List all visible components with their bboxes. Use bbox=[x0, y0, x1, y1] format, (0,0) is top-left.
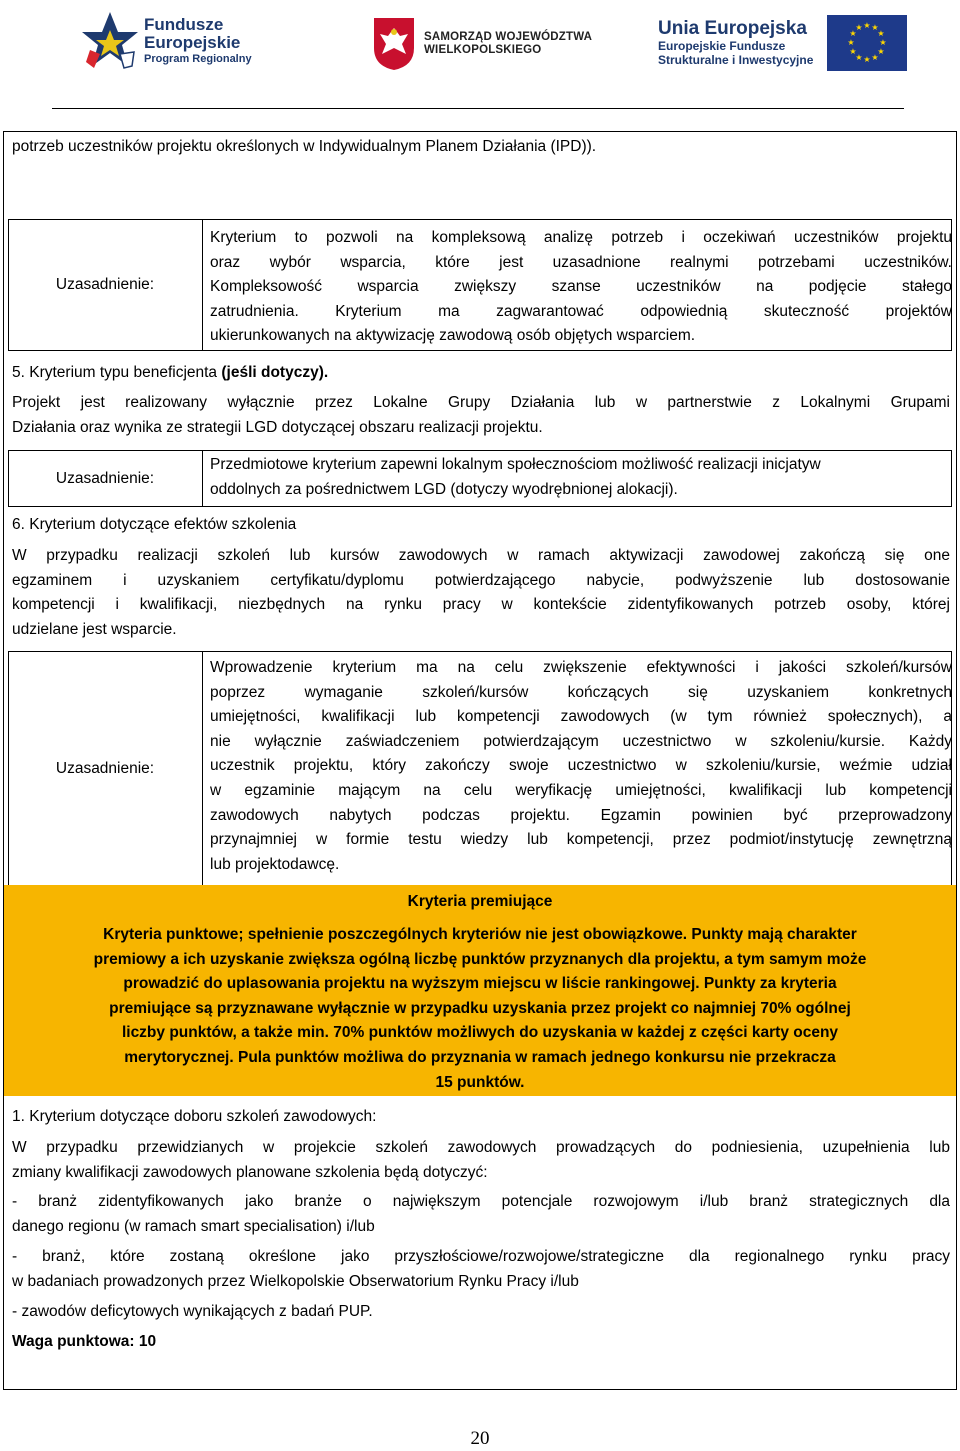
row1-line: ukierunkowanych na aktywizację zawodową osób objętych wsparciem. bbox=[210, 327, 696, 345]
svg-text:★: ★ bbox=[849, 29, 857, 38]
section5-heading bbox=[12, 361, 912, 386]
criterion1-bullet3: - zawodów deficytowych wynikających z badań PUP. bbox=[12, 1303, 373, 1320]
criterion1-para1-line: W przypadku przewidzianych w projekcie szkoleń zawodowych prowadzących do podniesienia, uzupełnienia lub bbox=[12, 1139, 950, 1156]
row1-line: oraz wybór wsparcia, które jest uzasadnione realnymi potrzebami uczestników. bbox=[210, 253, 952, 271]
criterion1-bullet1-line: - branż zidentyfikowanych jako branże o największym potencjale rozwojowym i/lub branż strategicznych dla bbox=[12, 1193, 950, 1210]
row3-line: poprzez wymaganie szkoleń/kursów kończących się uzyskaniem konkretnych bbox=[210, 683, 952, 701]
svg-text:★: ★ bbox=[855, 53, 863, 62]
premium-line: prowadzić do uplasowania projektu na wyższym miejscu w liście rankingowej. Punkty za kryteria bbox=[123, 975, 837, 993]
svg-text:★: ★ bbox=[879, 38, 887, 47]
premium-line: liczby punktów, a także min. 70% punktów możliwych do uzyskania w każdej z części karty oceny bbox=[121, 1024, 839, 1042]
criterion1-bullet1-line: danego regionu (w ramach smart specialisation) i/lub bbox=[12, 1217, 375, 1235]
row3-line: w egzaminie mającym na celu weryfikację umiejętności, kwalifikacji lub kompetencji bbox=[210, 781, 952, 799]
section5-text bbox=[12, 391, 950, 440]
criterion1-bullet2-line: w badaniach prowadzonych przez Wielkopolskie Obserwatorium Rynku Pracy i/lub bbox=[12, 1272, 579, 1290]
unia-europejska-logo bbox=[658, 12, 907, 74]
section6-line: W przypadku realizacji szkoleń lub kursów zawodowych w ramach aktywizacji zawodowej zakończą się one bbox=[12, 547, 950, 564]
row3-line: nie wyłącznie zaświadczeniem potwierdzającym uczestnictwo w szkoleniu/kursie. Każdy bbox=[210, 732, 952, 750]
svg-text:★: ★ bbox=[855, 23, 863, 32]
section5-line: Projekt jest realizowany wyłącznie przez Lokalne Grupy Działania lub w partnerstwie z Lokalnymi Grupami bbox=[12, 394, 950, 411]
premium-line: 15 punktów. bbox=[435, 1073, 525, 1091]
row2-line: oddolnych za pośrednictwem LGD (dotyczy wyodrębnionej alokacji). bbox=[210, 480, 678, 498]
row3-line: Wprowadzenie kryterium ma na celu zwiększenie efektywności i jakości szkoleń/kursów bbox=[210, 659, 952, 676]
row3-line: przynajmniej w formie testu wiedzy lub kompetencji, przez podmiot/instytucję zewnętrzną bbox=[210, 831, 952, 849]
premium-line: Kryteria punktowe; spełnienie poszczególnych kryteriów nie jest obowiązkowe. Punkty mają charakter bbox=[103, 926, 857, 943]
row3-divider bbox=[202, 651, 203, 886]
eagle-crest-icon bbox=[372, 16, 416, 72]
section6-line: kompetencji i kwalifikacji, niezbędnych na rynku pracy w kontekście zidentyfikowanych potrzeb osoby, której bbox=[12, 596, 950, 614]
fe-logo-line2: Europejskie bbox=[144, 33, 241, 53]
row2-label: Uzasadnienie: bbox=[55, 469, 155, 487]
section6-text bbox=[12, 544, 950, 642]
samorzad-wojewodztwa-logo bbox=[372, 14, 592, 74]
criteria-table bbox=[3, 131, 957, 1390]
row3-line: umiejętności, kwalifikacji lub kompetencji zawodowych (w tym również społecznych), a bbox=[210, 708, 952, 726]
sw-logo-line1: SAMORZĄD WOJEWÓDZTWA bbox=[424, 30, 593, 43]
svg-text:★: ★ bbox=[863, 21, 871, 30]
section5-line: Działania oraz wynika ze strategii LGD dotyczącej obszaru realizacji projektu. bbox=[12, 418, 543, 436]
row2-bottom-border bbox=[8, 506, 952, 507]
page-number: 20 bbox=[470, 1428, 490, 1449]
premium-line: premiujące są przyznawane wyłącznie w przypadku uzyskania przez projekt co najmniej 70% ogólnej bbox=[109, 999, 851, 1017]
premium-body bbox=[14, 923, 946, 1095]
row1-label: Uzasadnienie: bbox=[55, 276, 155, 293]
row3-line: lub projektodawcę. bbox=[210, 855, 340, 873]
ue-logo-line1: Unia Europejska bbox=[658, 18, 807, 40]
fe-logo-line1: Fundusze bbox=[144, 15, 224, 35]
premium-line: merytorycznej. Pula punktów możliwa do przyznania w ramach jednego konkursu nie przekracza bbox=[124, 1048, 836, 1066]
section6-heading: 6. Kryterium dotyczące efektów szkolenia bbox=[12, 516, 297, 533]
row2-line: Przedmiotowe kryterium zapewni lokalnym społecznościom możliwość realizacji inicjatyw bbox=[210, 456, 821, 473]
section5-heading-bold: (jeśli dotyczy). bbox=[221, 364, 329, 381]
row3-line: zawodowych nabytych podczas projektu. Egzamin powinien być przeprowadzony bbox=[210, 806, 952, 824]
eu-flag-icon bbox=[827, 15, 907, 71]
svg-text:★: ★ bbox=[847, 38, 855, 47]
criterion1-bullet2 bbox=[12, 1245, 950, 1294]
row1-text bbox=[210, 226, 952, 349]
row1-bottom-border bbox=[8, 350, 952, 351]
svg-text:★: ★ bbox=[871, 23, 879, 32]
row1-line: zatrudnienia. Kryterium ma zagwarantować odpowiednią skuteczność projektów bbox=[210, 302, 952, 320]
svg-text:★: ★ bbox=[863, 55, 871, 64]
svg-text:★: ★ bbox=[849, 47, 857, 56]
premium-criteria-banner bbox=[4, 885, 956, 1096]
header-logos bbox=[0, 0, 960, 90]
section5-heading-plain: 5. Kryterium typu beneficjenta bbox=[12, 364, 222, 381]
section6-line: egzaminem i uzyskaniem certyfikatu/dyplomu potwierdzającego nabycie, podwyższenie lub dostosowanie bbox=[12, 571, 950, 589]
criterion1-para1-line: zmiany kwalifikacji zawodowych planowane szkolenia będą dotyczyć: bbox=[12, 1163, 488, 1181]
ue-logo-line2: Europejskie Fundusze bbox=[658, 39, 786, 54]
criterion1-weight: Waga punktowa: 10 bbox=[12, 1333, 157, 1350]
criterion1-heading: 1. Kryterium dotyczące doboru szkoleń zawodowych: bbox=[12, 1108, 377, 1125]
row1-line: Kompleksowość wsparcia zwiększy szanse uczestników na podjęcie stałego bbox=[210, 278, 952, 296]
row1-divider bbox=[202, 219, 203, 351]
header-divider bbox=[52, 108, 904, 109]
row2-text bbox=[210, 453, 952, 502]
criterion1-bullet2-line: - branż, które zostaną określone jako przyszłościowe/rozwojowe/strategiczne dla regionalnego rynku pracy bbox=[12, 1248, 950, 1265]
section6-line: udzielane jest wsparcie. bbox=[12, 620, 177, 638]
row2-divider bbox=[202, 450, 203, 507]
svg-text:★: ★ bbox=[877, 29, 885, 38]
fe-logo-line3: Program Regionalny bbox=[144, 53, 252, 66]
row3-label: Uzasadnienie: bbox=[55, 759, 155, 777]
row3-text bbox=[210, 656, 952, 877]
criterion1-bullet1 bbox=[12, 1190, 950, 1239]
svg-text:★: ★ bbox=[871, 53, 879, 62]
row3-line: uczestnik projektu, który zakończy swoje uczestnictwo w szkoleniu/kursie, weźmie udział bbox=[210, 757, 952, 775]
intro-text: potrzeb uczestników projektu określonych w Indywidualnym Planem Działania (IPD)). bbox=[12, 138, 597, 155]
svg-text:★: ★ bbox=[877, 47, 885, 56]
premium-line: premiowy a ich uzyskanie zwiększa ogólną liczbę punktów przyznanych dla projektu, a tym samym może bbox=[93, 950, 867, 968]
row1-line: Kryterium to pozwoli na kompleksową analizę potrzeb i oczekiwań uczestników projektu bbox=[210, 229, 952, 246]
ue-logo-line3: Strukturalne i Inwestycyjne bbox=[658, 52, 814, 67]
fundusze-europejskie-logo bbox=[80, 8, 252, 74]
fe-star-icon bbox=[80, 10, 140, 72]
sw-logo-line2: WIELKOPOLSKIEGO bbox=[424, 44, 542, 56]
criterion1-para1 bbox=[12, 1136, 950, 1185]
premium-title: Kryteria premiujące bbox=[407, 893, 553, 910]
